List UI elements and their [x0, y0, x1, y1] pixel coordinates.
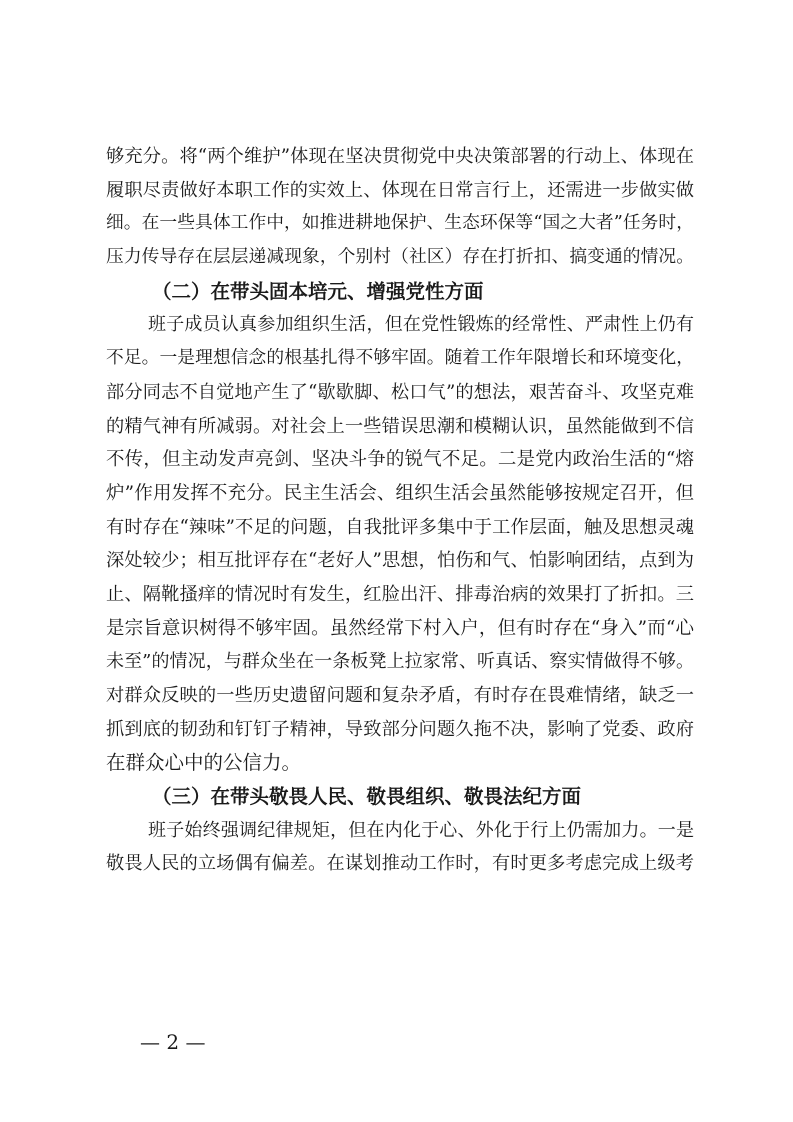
- text-line: 深处较少；相互批评存在“老好人”思想，怕伤和气、怕影响团结，点到为: [106, 550, 694, 572]
- section-heading: （三）在带头敬畏人民、敬畏组织、敬畏法纪方面: [152, 785, 582, 809]
- text-line: 够充分。将“两个维护”体现在坚决贯彻党中央决策部署的行动上、体现在: [106, 146, 694, 167]
- page-number: — 2 —: [140, 1030, 206, 1054]
- text-line: 有时存在“辣味”不足的问题，自我批评多集中于工作层面，触及思想灵魂: [106, 516, 694, 538]
- text-line: 是宗旨意识树得不够牢固。虽然经常下村入户，但有时存在“身入”而“心: [106, 617, 694, 639]
- section-heading: （二）在带头固本培元、增强党性方面: [152, 279, 484, 303]
- paragraph-last-line: 在群众心中的公信力。: [106, 751, 302, 775]
- text-line: 的精气神有所减弱。对社会上一些错误思潮和模糊认识，虽然能做到不信: [106, 415, 694, 437]
- text-line: 细。在一些具体工作中，如推进耕地保护、生态环保等“国之大者”任务时，: [106, 213, 694, 234]
- text-line: 敬畏人民的立场偶有偏差。在谋划推动工作时，有时更多考虑完成上级考: [106, 853, 694, 875]
- text-line: 压力传导存在层层递减现象，个别村（社区）存在打折扣、搞变通的情况。: [106, 247, 694, 268]
- text-line: 炉”作用发挥不充分。民主生活会、组织生活会虽然能够按规定召开，但: [106, 482, 694, 504]
- text-line: 部分同志不自觉地产生了“歇歇脚、松口气”的想法，艰苦奋斗、攻坚克难: [106, 381, 694, 403]
- text-line: 履职尽责做好本职工作的实效上、体现在日常言行上，还需进一步做实做: [106, 179, 694, 201]
- text-line: 止、隔靴搔痒的情况时有发生，红脸出汗、排毒治病的效果打了折扣。三: [106, 583, 694, 605]
- text-line: 不传，但主动发声亮剑、坚决斗争的锐气不足。二是党内政治生活的“熔: [106, 449, 694, 471]
- text-line: 对群众反映的一些历史遗留问题和复杂矛盾，有时存在畏难情绪，缺乏一: [106, 685, 694, 706]
- text-line: 未至”的情况，与群众坐在一条板凳上拉家常、听真话、察实情做得不够。: [106, 651, 694, 673]
- paragraph-first-line: 班子成员认真参加组织生活，但在党性锻炼的经常性、严肃性上仍有: [148, 314, 694, 336]
- document-body: [106, 140, 694, 881]
- paragraph-first-line: 班子始终强调纪律规矩，但在内化于心、外化于行上仍需加力。一是: [148, 819, 694, 841]
- text-line: 抓到底的韧劲和钉钉子精神，导致部分问题久拖不决，影响了党委、政府: [106, 718, 694, 740]
- text-line: 不足。一是理想信念的根基扎得不够牢固。随着工作年限增长和环境变化，: [106, 348, 694, 369]
